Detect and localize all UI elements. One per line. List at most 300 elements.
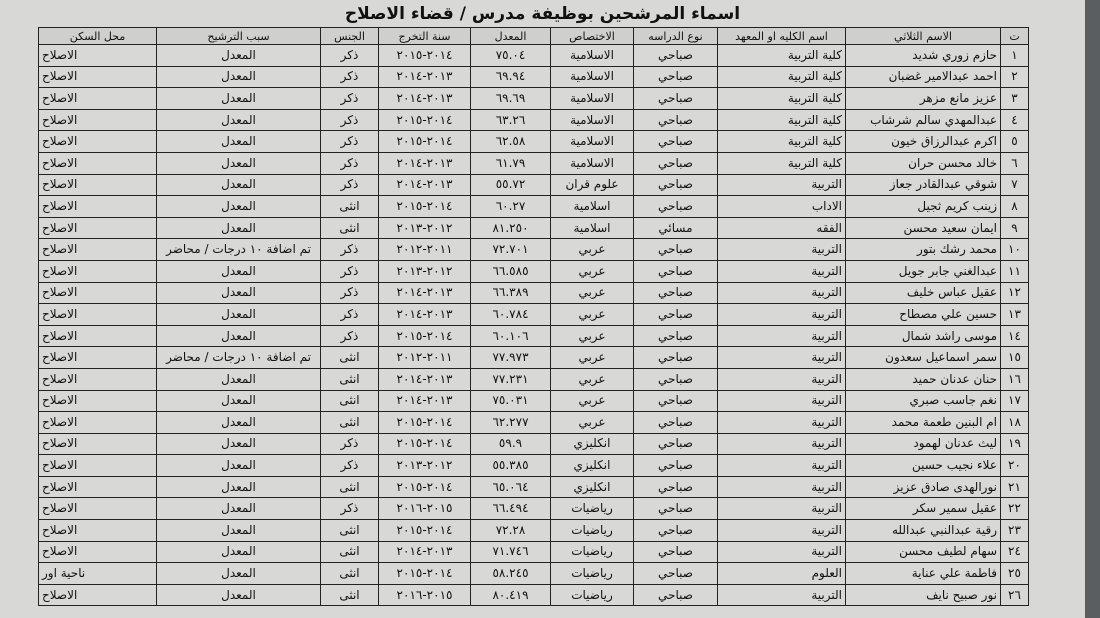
cell-row-number: ٧ xyxy=(1001,174,1029,196)
cell-specialization: عربي xyxy=(551,390,634,412)
cell-specialization: انكليزي xyxy=(551,433,634,455)
cell-college: كلية التربية xyxy=(718,66,846,88)
cell-row-number: ٤ xyxy=(1001,109,1029,131)
cell-study-type: صباحي xyxy=(634,390,718,412)
cell-row-number: ١٠ xyxy=(1001,239,1029,261)
cell-college: التربية xyxy=(718,541,846,563)
table-row xyxy=(39,541,1029,563)
cell-residence: الاصلاح xyxy=(39,455,157,477)
cell-gender: انثى xyxy=(321,520,379,542)
cell-gender: ذكر xyxy=(321,433,379,455)
cell-residence: الاصلاح xyxy=(39,347,157,369)
cell-full-name: نورالهدى صادق عزيز xyxy=(846,476,1001,498)
cell-study-type: صباحي xyxy=(634,498,718,520)
cell-full-name: حسين علي مصطاح xyxy=(846,304,1001,326)
cell-row-number: ٦ xyxy=(1001,152,1029,174)
cell-row-number: ١ xyxy=(1001,45,1029,67)
cell-college: التربية xyxy=(718,520,846,542)
cell-residence: ناحية اور xyxy=(39,563,157,585)
cell-gender: ذكر xyxy=(321,304,379,326)
cell-gender: ذكر xyxy=(321,174,379,196)
cell-gender: ذكر xyxy=(321,325,379,347)
table-row xyxy=(39,390,1029,412)
cell-row-number: ٢٦ xyxy=(1001,584,1029,606)
cell-full-name: نور صبيح نايف xyxy=(846,584,1001,606)
cell-residence: الاصلاح xyxy=(39,390,157,412)
column-header-full-name: الاسم الثلاثي xyxy=(846,28,1001,45)
cell-gender: ذكر xyxy=(321,455,379,477)
cell-full-name: عزيز مانع مزهر xyxy=(846,88,1001,110)
cell-full-name: عبدالمهدي سالم شرشاب xyxy=(846,109,1001,131)
cell-nomination-reason: المعدل xyxy=(157,45,321,67)
cell-specialization: الاسلامية xyxy=(551,66,634,88)
cell-nomination-reason: المعدل xyxy=(157,66,321,88)
table-row xyxy=(39,368,1029,390)
table-row xyxy=(39,109,1029,131)
cell-full-name: نغم جاسب صبري xyxy=(846,390,1001,412)
cell-row-number: ٢٢ xyxy=(1001,498,1029,520)
table-row xyxy=(39,152,1029,174)
cell-residence: الاصلاح xyxy=(39,152,157,174)
cell-residence: الاصلاح xyxy=(39,498,157,520)
cell-nomination-reason: المعدل xyxy=(157,412,321,434)
cell-graduation-year: ٢٠١٥-٢٠١٦ xyxy=(379,498,471,520)
table-row xyxy=(39,325,1029,347)
cell-study-type: صباحي xyxy=(634,433,718,455)
cell-study-type: صباحي xyxy=(634,282,718,304)
cell-specialization: رياضيات xyxy=(551,563,634,585)
cell-college: الفقه xyxy=(718,217,846,239)
cell-study-type: صباحي xyxy=(634,109,718,131)
cell-grade-average: ٦٩.٩٤ xyxy=(471,66,551,88)
cell-specialization: انكليزي xyxy=(551,476,634,498)
cell-specialization: الاسلامية xyxy=(551,88,634,110)
cell-gender: ذكر xyxy=(321,131,379,153)
cell-graduation-year: ٢٠١٤-٢٠١٥ xyxy=(379,563,471,585)
cell-residence: الاصلاح xyxy=(39,433,157,455)
cell-full-name: حنان عدنان حميد xyxy=(846,368,1001,390)
cell-residence: الاصلاح xyxy=(39,217,157,239)
cell-study-type: صباحي xyxy=(634,174,718,196)
cell-college: كلية التربية xyxy=(718,131,846,153)
cell-residence: الاصلاح xyxy=(39,541,157,563)
cell-residence: الاصلاح xyxy=(39,174,157,196)
cell-gender: ذكر xyxy=(321,88,379,110)
cell-nomination-reason: المعدل xyxy=(157,152,321,174)
document-title: اسماء المرشحين بوظيفة مدرس / قضاء الاصلاح xyxy=(344,4,741,24)
cell-graduation-year: ٢٠١٤-٢٠١٥ xyxy=(379,412,471,434)
cell-specialization: عربي xyxy=(551,347,634,369)
cell-nomination-reason: المعدل xyxy=(157,174,321,196)
cell-grade-average: ٧٢.٢٨ xyxy=(471,520,551,542)
cell-full-name: عبدالغني جابر جويل xyxy=(846,260,1001,282)
cell-row-number: ٢٠ xyxy=(1001,455,1029,477)
cell-graduation-year: ٢٠١٤-٢٠١٥ xyxy=(379,520,471,542)
cell-graduation-year: ٢٠١٣-٢٠١٤ xyxy=(379,66,471,88)
cell-gender: ذكر xyxy=(321,109,379,131)
cell-full-name: اكرم عبدالرزاق خيون xyxy=(846,131,1001,153)
cell-gender: انثى xyxy=(321,196,379,218)
cell-graduation-year: ٢٠١٤-٢٠١٥ xyxy=(379,433,471,455)
cell-grade-average: ٦٠.١٠٦ xyxy=(471,325,551,347)
cell-gender: ذكر xyxy=(321,498,379,520)
cell-specialization: عربي xyxy=(551,304,634,326)
cell-nomination-reason: تم اضافة ١٠ درجات / محاضر xyxy=(157,239,321,261)
cell-graduation-year: ٢٠١٥-٢٠١٦ xyxy=(379,584,471,606)
table-row xyxy=(39,45,1029,67)
cell-row-number: ١٩ xyxy=(1001,433,1029,455)
cell-full-name: عقيل عباس خليف xyxy=(846,282,1001,304)
cell-specialization: رياضيات xyxy=(551,520,634,542)
cell-study-type: صباحي xyxy=(634,304,718,326)
cell-graduation-year: ٢٠١٢-٢٠١٣ xyxy=(379,217,471,239)
cell-graduation-year: ٢٠١٢-٢٠١٣ xyxy=(379,455,471,477)
cell-grade-average: ٦٢.٥٨ xyxy=(471,131,551,153)
cell-row-number: ١٣ xyxy=(1001,304,1029,326)
cell-row-number: ١٦ xyxy=(1001,368,1029,390)
cell-specialization: رياضيات xyxy=(551,498,634,520)
cell-full-name: ايمان سعيد محسن xyxy=(846,217,1001,239)
cell-row-number: ٥ xyxy=(1001,131,1029,153)
cell-residence: الاصلاح xyxy=(39,368,157,390)
cell-gender: انثى xyxy=(321,584,379,606)
column-header-residence: محل السكن xyxy=(39,28,157,45)
cell-specialization: عربي xyxy=(551,325,634,347)
cell-specialization: رياضيات xyxy=(551,541,634,563)
cell-full-name: ام البنين طعمة محمد xyxy=(846,412,1001,434)
table-row xyxy=(39,66,1029,88)
cell-graduation-year: ٢٠١٣-٢٠١٤ xyxy=(379,174,471,196)
column-header-specialization: الاختصاص xyxy=(551,28,634,45)
cell-study-type: صباحي xyxy=(634,541,718,563)
cell-nomination-reason: المعدل xyxy=(157,455,321,477)
cell-full-name: خالد محسن حران xyxy=(846,152,1001,174)
cell-graduation-year: ٢٠١٤-٢٠١٥ xyxy=(379,45,471,67)
table-row xyxy=(39,217,1029,239)
cell-full-name: ليث عدنان لهمود xyxy=(846,433,1001,455)
cell-college: التربية xyxy=(718,239,846,261)
cell-row-number: ١٤ xyxy=(1001,325,1029,347)
cell-grade-average: ٧٢.٧٠١ xyxy=(471,239,551,261)
cell-nomination-reason: المعدل xyxy=(157,476,321,498)
cell-study-type: صباحي xyxy=(634,325,718,347)
cell-college: التربية xyxy=(718,498,846,520)
cell-specialization: عربي xyxy=(551,282,634,304)
cell-nomination-reason: المعدل xyxy=(157,88,321,110)
cell-residence: الاصلاح xyxy=(39,109,157,131)
cell-gender: انثى xyxy=(321,476,379,498)
table-row xyxy=(39,304,1029,326)
cell-row-number: ٣ xyxy=(1001,88,1029,110)
cell-grade-average: ٦٠.٢٧ xyxy=(471,196,551,218)
cell-gender: انثى xyxy=(321,347,379,369)
cell-grade-average: ٦٠.٧٨٤ xyxy=(471,304,551,326)
cell-full-name: سهام لطيف محسن xyxy=(846,541,1001,563)
table-body xyxy=(39,45,1029,606)
cell-gender: ذكر xyxy=(321,260,379,282)
cell-grade-average: ٧٧.٩٧٣ xyxy=(471,347,551,369)
cell-college: كلية التربية xyxy=(718,152,846,174)
cell-college: التربية xyxy=(718,368,846,390)
cell-residence: الاصلاح xyxy=(39,282,157,304)
cell-row-number: ٢ xyxy=(1001,66,1029,88)
cell-study-type: صباحي xyxy=(634,152,718,174)
cell-grade-average: ٦٩.٦٩ xyxy=(471,88,551,110)
cell-college: التربية xyxy=(718,325,846,347)
cell-college: التربية xyxy=(718,260,846,282)
cell-college: كلية التربية xyxy=(718,88,846,110)
cell-college: التربية xyxy=(718,304,846,326)
cell-grade-average: ٥٩.٩ xyxy=(471,433,551,455)
cell-graduation-year: ٢٠١٣-٢٠١٤ xyxy=(379,88,471,110)
cell-nomination-reason: المعدل xyxy=(157,433,321,455)
cell-grade-average: ٦٣.٢٦ xyxy=(471,109,551,131)
cell-college: كلية التربية xyxy=(718,45,846,67)
cell-specialization: الاسلامية xyxy=(551,131,634,153)
cell-study-type: مسائي xyxy=(634,217,718,239)
table-header-row xyxy=(39,28,1029,45)
cell-row-number: ٨ xyxy=(1001,196,1029,218)
cell-grade-average: ٧٥.٠٤ xyxy=(471,45,551,67)
cell-graduation-year: ٢٠١٤-٢٠١٥ xyxy=(379,131,471,153)
cell-grade-average: ٨١.٢٥٠ xyxy=(471,217,551,239)
cell-graduation-year: ٢٠١١-٢٠١٢ xyxy=(379,347,471,369)
cell-residence: الاصلاح xyxy=(39,66,157,88)
cell-residence: الاصلاح xyxy=(39,88,157,110)
cell-residence: الاصلاح xyxy=(39,304,157,326)
cell-nomination-reason: المعدل xyxy=(157,282,321,304)
cell-college: التربية xyxy=(718,433,846,455)
cell-residence: الاصلاح xyxy=(39,325,157,347)
column-header-nomination-reason: سبب الترشيح xyxy=(157,28,321,45)
cell-graduation-year: ٢٠١٣-٢٠١٤ xyxy=(379,368,471,390)
cell-gender: انثى xyxy=(321,217,379,239)
cell-specialization: الاسلامية xyxy=(551,45,634,67)
cell-specialization: رياضيات xyxy=(551,584,634,606)
table-row xyxy=(39,412,1029,434)
cell-nomination-reason: المعدل xyxy=(157,584,321,606)
table-row xyxy=(39,88,1029,110)
cell-nomination-reason: المعدل xyxy=(157,217,321,239)
cell-graduation-year: ٢٠١١-٢٠١٢ xyxy=(379,239,471,261)
cell-full-name: موسى راشد شمال xyxy=(846,325,1001,347)
cell-row-number: ١٢ xyxy=(1001,282,1029,304)
cell-nomination-reason: المعدل xyxy=(157,131,321,153)
cell-full-name: شوقي عبدالقادر جعاز xyxy=(846,174,1001,196)
column-header-study-type: نوع الدراسه xyxy=(634,28,718,45)
cell-college: التربية xyxy=(718,347,846,369)
cell-full-name: احمد عبدالامير غضبان xyxy=(846,66,1001,88)
cell-grade-average: ٧١.٧٤٦ xyxy=(471,541,551,563)
cell-college: التربية xyxy=(718,476,846,498)
cell-college: التربية xyxy=(718,455,846,477)
cell-study-type: صباحي xyxy=(634,196,718,218)
cell-row-number: ٢١ xyxy=(1001,476,1029,498)
column-header-graduation-year: سنة التخرج xyxy=(379,28,471,45)
cell-full-name: علاء نجيب حسين xyxy=(846,455,1001,477)
cell-row-number: ١٨ xyxy=(1001,412,1029,434)
cell-study-type: صباحي xyxy=(634,412,718,434)
table-row xyxy=(39,260,1029,282)
cell-grade-average: ٦٢.٢٧٧ xyxy=(471,412,551,434)
cell-graduation-year: ٢٠١٤-٢٠١٥ xyxy=(379,109,471,131)
table-row xyxy=(39,239,1029,261)
cell-nomination-reason: المعدل xyxy=(157,304,321,326)
cell-gender: انثى xyxy=(321,541,379,563)
cell-graduation-year: ٢٠١٤-٢٠١٥ xyxy=(379,196,471,218)
cell-graduation-year: ٢٠١٣-٢٠١٤ xyxy=(379,390,471,412)
cell-graduation-year: ٢٠١٤-٢٠١٥ xyxy=(379,476,471,498)
cell-specialization: اسلامية xyxy=(551,196,634,218)
cell-nomination-reason: المعدل xyxy=(157,390,321,412)
cell-study-type: صباحي xyxy=(634,455,718,477)
cell-nomination-reason: المعدل xyxy=(157,520,321,542)
cell-specialization: عربي xyxy=(551,239,634,261)
cell-study-type: صباحي xyxy=(634,563,718,585)
cell-residence: الاصلاح xyxy=(39,584,157,606)
cell-specialization: علوم قران xyxy=(551,174,634,196)
cell-gender: ذكر xyxy=(321,282,379,304)
cell-row-number: ٢٤ xyxy=(1001,541,1029,563)
cell-nomination-reason: المعدل xyxy=(157,368,321,390)
cell-nomination-reason: المعدل xyxy=(157,563,321,585)
cell-study-type: صباحي xyxy=(634,260,718,282)
table-row xyxy=(39,476,1029,498)
cell-specialization: اسلامية xyxy=(551,217,634,239)
cell-grade-average: ٥٥.٧٢ xyxy=(471,174,551,196)
cell-specialization: عربي xyxy=(551,260,634,282)
cell-residence: الاصلاح xyxy=(39,520,157,542)
cell-grade-average: ٧٧.٢٣١ xyxy=(471,368,551,390)
cell-grade-average: ٦٦.٣٨٩ xyxy=(471,282,551,304)
cell-residence: الاصلاح xyxy=(39,476,157,498)
cell-residence: الاصلاح xyxy=(39,45,157,67)
table-row xyxy=(39,584,1029,606)
column-header-gender: الجنس xyxy=(321,28,379,45)
cell-graduation-year: ٢٠١٣-٢٠١٤ xyxy=(379,282,471,304)
cell-grade-average: ٦٦.٥٨٥ xyxy=(471,260,551,282)
cell-college: التربية xyxy=(718,282,846,304)
cell-grade-average: ٨٠.٤١٩ xyxy=(471,584,551,606)
cell-specialization: انكليزي xyxy=(551,455,634,477)
cell-full-name: زينب كريم ثجيل xyxy=(846,196,1001,218)
cell-study-type: صباحي xyxy=(634,368,718,390)
cell-college: كلية التربية xyxy=(718,109,846,131)
cell-grade-average: ٦٥.٠٦٤ xyxy=(471,476,551,498)
cell-specialization: عربي xyxy=(551,368,634,390)
table-row xyxy=(39,282,1029,304)
cell-grade-average: ٥٨.٢٤٥ xyxy=(471,563,551,585)
cell-row-number: ١١ xyxy=(1001,260,1029,282)
cell-study-type: صباحي xyxy=(634,584,718,606)
table-row xyxy=(39,498,1029,520)
cell-graduation-year: ٢٠١٣-٢٠١٤ xyxy=(379,304,471,326)
cell-row-number: ٢٥ xyxy=(1001,563,1029,585)
column-header-row-number: ت xyxy=(1001,28,1029,45)
cell-row-number: ٢٣ xyxy=(1001,520,1029,542)
cell-graduation-year: ٢٠١٣-٢٠١٤ xyxy=(379,152,471,174)
cell-study-type: صباحي xyxy=(634,45,718,67)
cell-nomination-reason: المعدل xyxy=(157,325,321,347)
cell-row-number: ١٥ xyxy=(1001,347,1029,369)
cell-gender: انثى xyxy=(321,563,379,585)
cell-specialization: الاسلامية xyxy=(551,152,634,174)
cell-college: العلوم xyxy=(718,563,846,585)
cell-row-number: ٩ xyxy=(1001,217,1029,239)
cell-gender: انثى xyxy=(321,368,379,390)
cell-nomination-reason: المعدل xyxy=(157,498,321,520)
cell-study-type: صباحي xyxy=(634,131,718,153)
cell-full-name: فاطمة علي عناية xyxy=(846,563,1001,585)
cell-college: الاداب xyxy=(718,196,846,218)
cell-graduation-year: ٢٠١٢-٢٠١٣ xyxy=(379,260,471,282)
cell-row-number: ١٧ xyxy=(1001,390,1029,412)
cell-college: التربية xyxy=(718,584,846,606)
cell-nomination-reason: تم اضافة ١٠ درجات / محاضر xyxy=(157,347,321,369)
cell-grade-average: ٥٥.٣٨٥ xyxy=(471,455,551,477)
cell-full-name: حازم زوري شديد xyxy=(846,45,1001,67)
column-header-college: اسم الكليه او المعهد xyxy=(718,28,846,45)
cell-residence: الاصلاح xyxy=(39,131,157,153)
cell-study-type: صباحي xyxy=(634,88,718,110)
cell-study-type: صباحي xyxy=(634,66,718,88)
cell-grade-average: ٧٥.٠٣١ xyxy=(471,390,551,412)
cell-gender: ذكر xyxy=(321,66,379,88)
cell-graduation-year: ٢٠١٣-٢٠١٤ xyxy=(379,541,471,563)
cell-gender: انثى xyxy=(321,412,379,434)
table-row xyxy=(39,563,1029,585)
cell-residence: الاصلاح xyxy=(39,412,157,434)
table-row xyxy=(39,433,1029,455)
cell-study-type: صباحي xyxy=(634,520,718,542)
cell-full-name: رقية عبدالنبي عبدالله xyxy=(846,520,1001,542)
cell-grade-average: ٦٦.٤٩٤ xyxy=(471,498,551,520)
cell-study-type: صباحي xyxy=(634,347,718,369)
cell-gender: انثى xyxy=(321,390,379,412)
cell-grade-average: ٦١.٧٩ xyxy=(471,152,551,174)
cell-residence: الاصلاح xyxy=(39,260,157,282)
cell-residence: الاصلاح xyxy=(39,196,157,218)
cell-nomination-reason: المعدل xyxy=(157,196,321,218)
table-row xyxy=(39,455,1029,477)
cell-college: التربية xyxy=(718,174,846,196)
cell-gender: ذكر xyxy=(321,239,379,261)
table-row xyxy=(39,131,1029,153)
cell-college: التربية xyxy=(718,412,846,434)
column-header-grade-average: المعدل xyxy=(471,28,551,45)
cell-full-name: سمر اسماعيل سعدون xyxy=(846,347,1001,369)
cell-graduation-year: ٢٠١٤-٢٠١٥ xyxy=(379,325,471,347)
table-row xyxy=(39,196,1029,218)
cell-full-name: محمد رشك بتور xyxy=(846,239,1001,261)
cell-study-type: صباحي xyxy=(634,239,718,261)
cell-college: التربية xyxy=(718,390,846,412)
table-row xyxy=(39,174,1029,196)
cell-residence: الاصلاح xyxy=(39,239,157,261)
cell-full-name: عقيل سمير سكر xyxy=(846,498,1001,520)
cell-nomination-reason: المعدل xyxy=(157,541,321,563)
cell-gender: ذكر xyxy=(321,45,379,67)
cell-nomination-reason: المعدل xyxy=(157,260,321,282)
table-row xyxy=(39,347,1029,369)
candidates-table xyxy=(38,27,1029,606)
cell-gender: ذكر xyxy=(321,152,379,174)
cell-specialization: عربي xyxy=(551,412,634,434)
cell-nomination-reason: المعدل xyxy=(157,109,321,131)
cell-study-type: صباحي xyxy=(634,476,718,498)
cell-specialization: الاسلامية xyxy=(551,109,634,131)
table-row xyxy=(39,520,1029,542)
